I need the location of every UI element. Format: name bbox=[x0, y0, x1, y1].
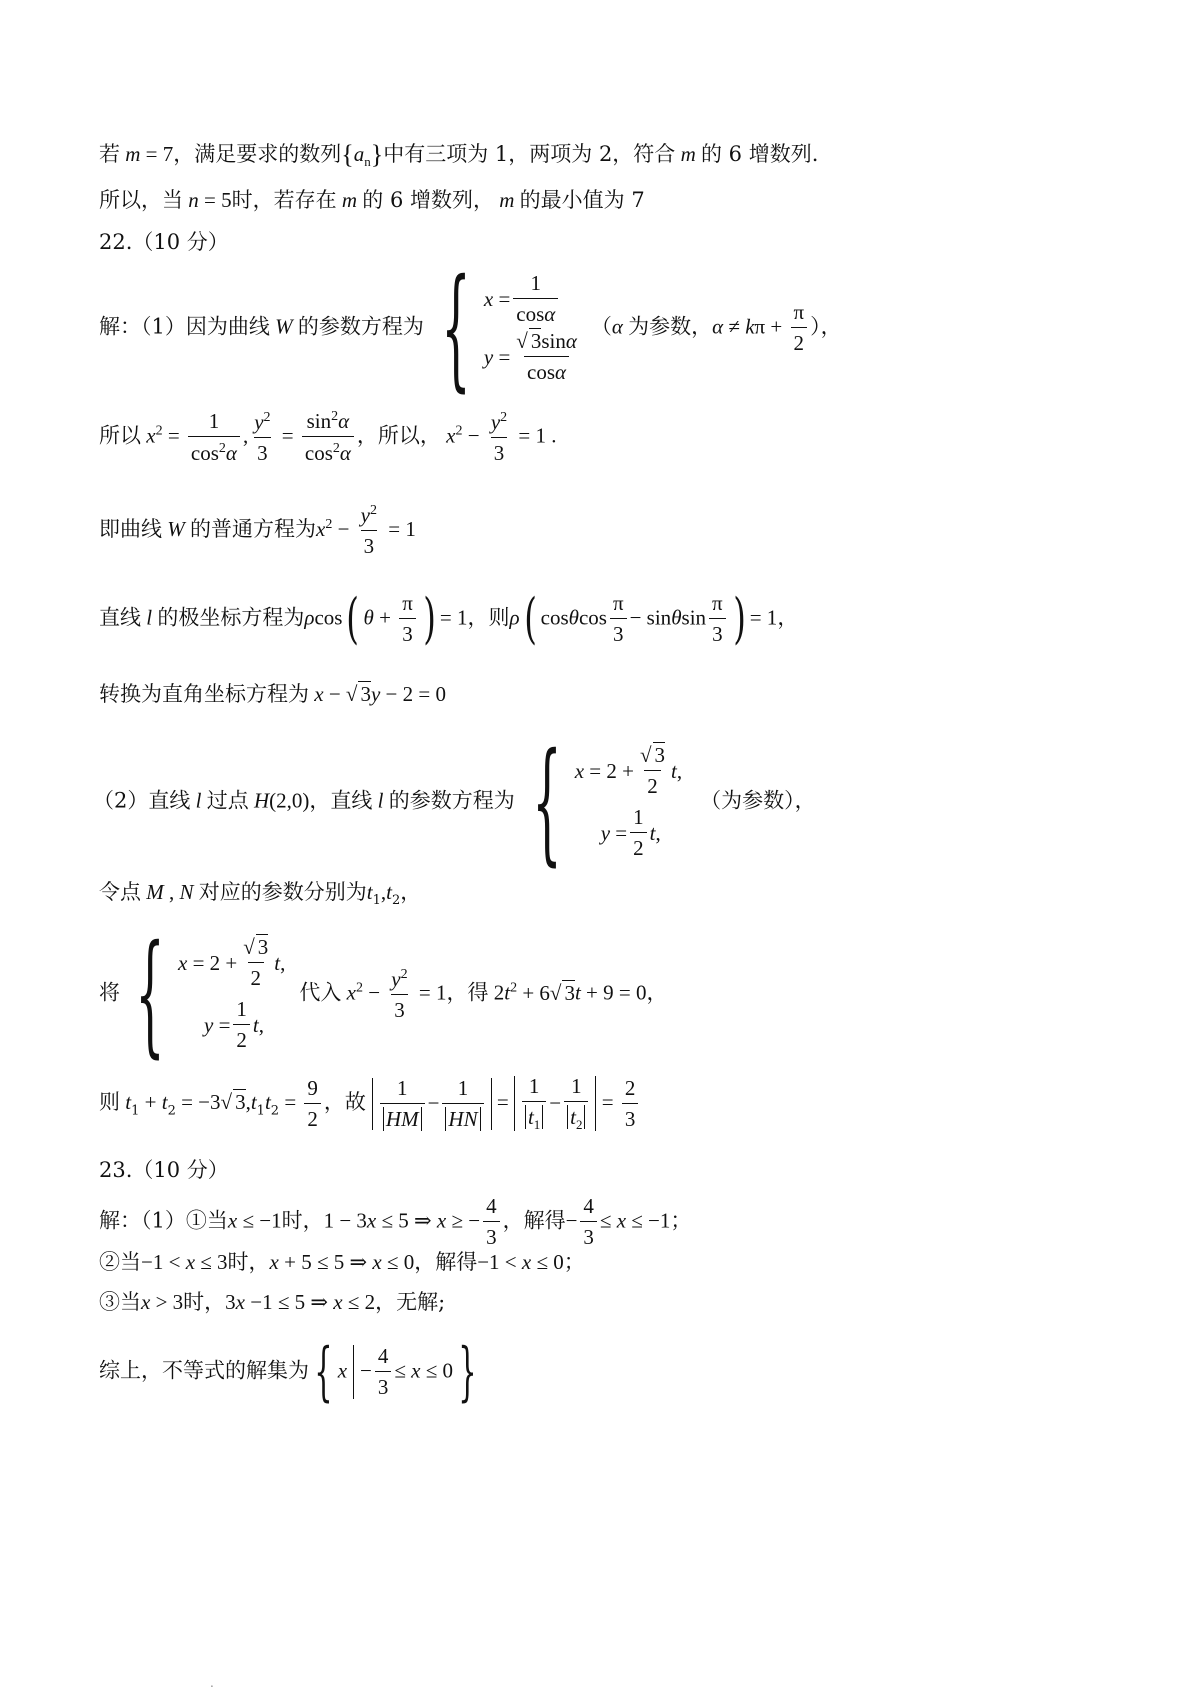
line-12: 解：（1）①当x ≤ −1时，1 − 3x ≤ 5 ⇒ x ≥ − $\frac{4}{3}$ ，解得− $\frac{4}{3}$ ≤ x ≤ −1； bbox=[99, 1194, 692, 1249]
line-3: 解：（1）因为曲线 W 的参数方程为 { x = $\frac{1}{\cos\alpha}$ y = $\frac{√ 3\sin\alpha}{\cos\alpha}$ （α 为参数，α ≠ kπ + $\frac{\pi}{2}$ ）， bbox=[99, 251, 842, 405]
footer-mark: . bbox=[210, 1676, 214, 1690]
question-23-heading: 23.（10 分） bbox=[99, 1158, 229, 1182]
line-13: ②当−1 < x ≤ 3时，x + 5 ≤ 5 ⇒ x ≤ 0，解得−1 < x ≤ 0； bbox=[99, 1250, 585, 1274]
line-10: 将 { x = 2 + $\frac{√ 3}{2}$ t , y = $\frac{1}{2}$ t , 代入 $x^2$ − $\frac{y^2}{3}$ = 1，得 $2t^2 + 6√$ 3t + 9 = 0， bbox=[99, 917, 668, 1071]
line-1: 若 m = 7，满足要求的数列$\{a_n\}$中有三项为 1，两项为 2，符合 m 的 6 增数列. bbox=[99, 140, 819, 170]
line-4: 所以 $x^2$ = $\frac{1}{\cos^2\alpha}$ , $\frac{y^2}{3}$ = $\frac{\sin^2\alpha}{\cos^2\alpha}$ ，所以， $x^2$ − $\frac{y^2}{3}$ = 1 . bbox=[99, 408, 557, 465]
line-7: 转换为直角坐标方程为 x − √ 3y − 2 = 0 bbox=[99, 682, 446, 706]
line-6: 直线 l 的极坐标方程为ρcos( θ + $\frac{\pi}{3}$ ) = 1，则ρ( cosθcos $\frac{\pi}{3}$ − sinθsin $\frac{\pi}{3}$ ) = 1， bbox=[99, 587, 799, 650]
line-15: 综上，不等式的解集为{ x − $\frac{4}{3}$ ≤ x ≤ 0} bbox=[99, 1335, 477, 1409]
line-11: 则 $t_1 + t_2 = -3√$ $3,t_1t_2$ = $\frac{9}{2}$ ，故 $\frac{1}{HM}$ − $\frac{1}{HN}$ = $\frac{1}{t_1}$ − $\frac{1}{t_2}$ = $\frac{2}{3}$ bbox=[99, 1076, 641, 1131]
line-2: 所以，当 n = 5时，若存在 m 的 6 增数列， m 的最小值为 7 bbox=[99, 188, 645, 212]
line-9: 令点 M , N 对应的参数分别为$t_1,t_2$， bbox=[99, 880, 422, 909]
line-14: ③当x > 3时，3x −1 ≤ 5 ⇒ x ≤ 2，无解; bbox=[99, 1290, 446, 1314]
line-8: （2）直线 l 过点 H(2,0)，直线 l 的参数方程为 { x = 2 + $\frac{√ 3}{2}$ t , y = $\frac{1}{2}$ t , （为参数）， bbox=[93, 725, 816, 879]
line-5: 即曲线 W 的普通方程为$x^2$ − $\frac{y^2}{3}$ = 1 bbox=[99, 503, 416, 558]
question-22-heading: 22.（10 分） bbox=[99, 230, 229, 254]
